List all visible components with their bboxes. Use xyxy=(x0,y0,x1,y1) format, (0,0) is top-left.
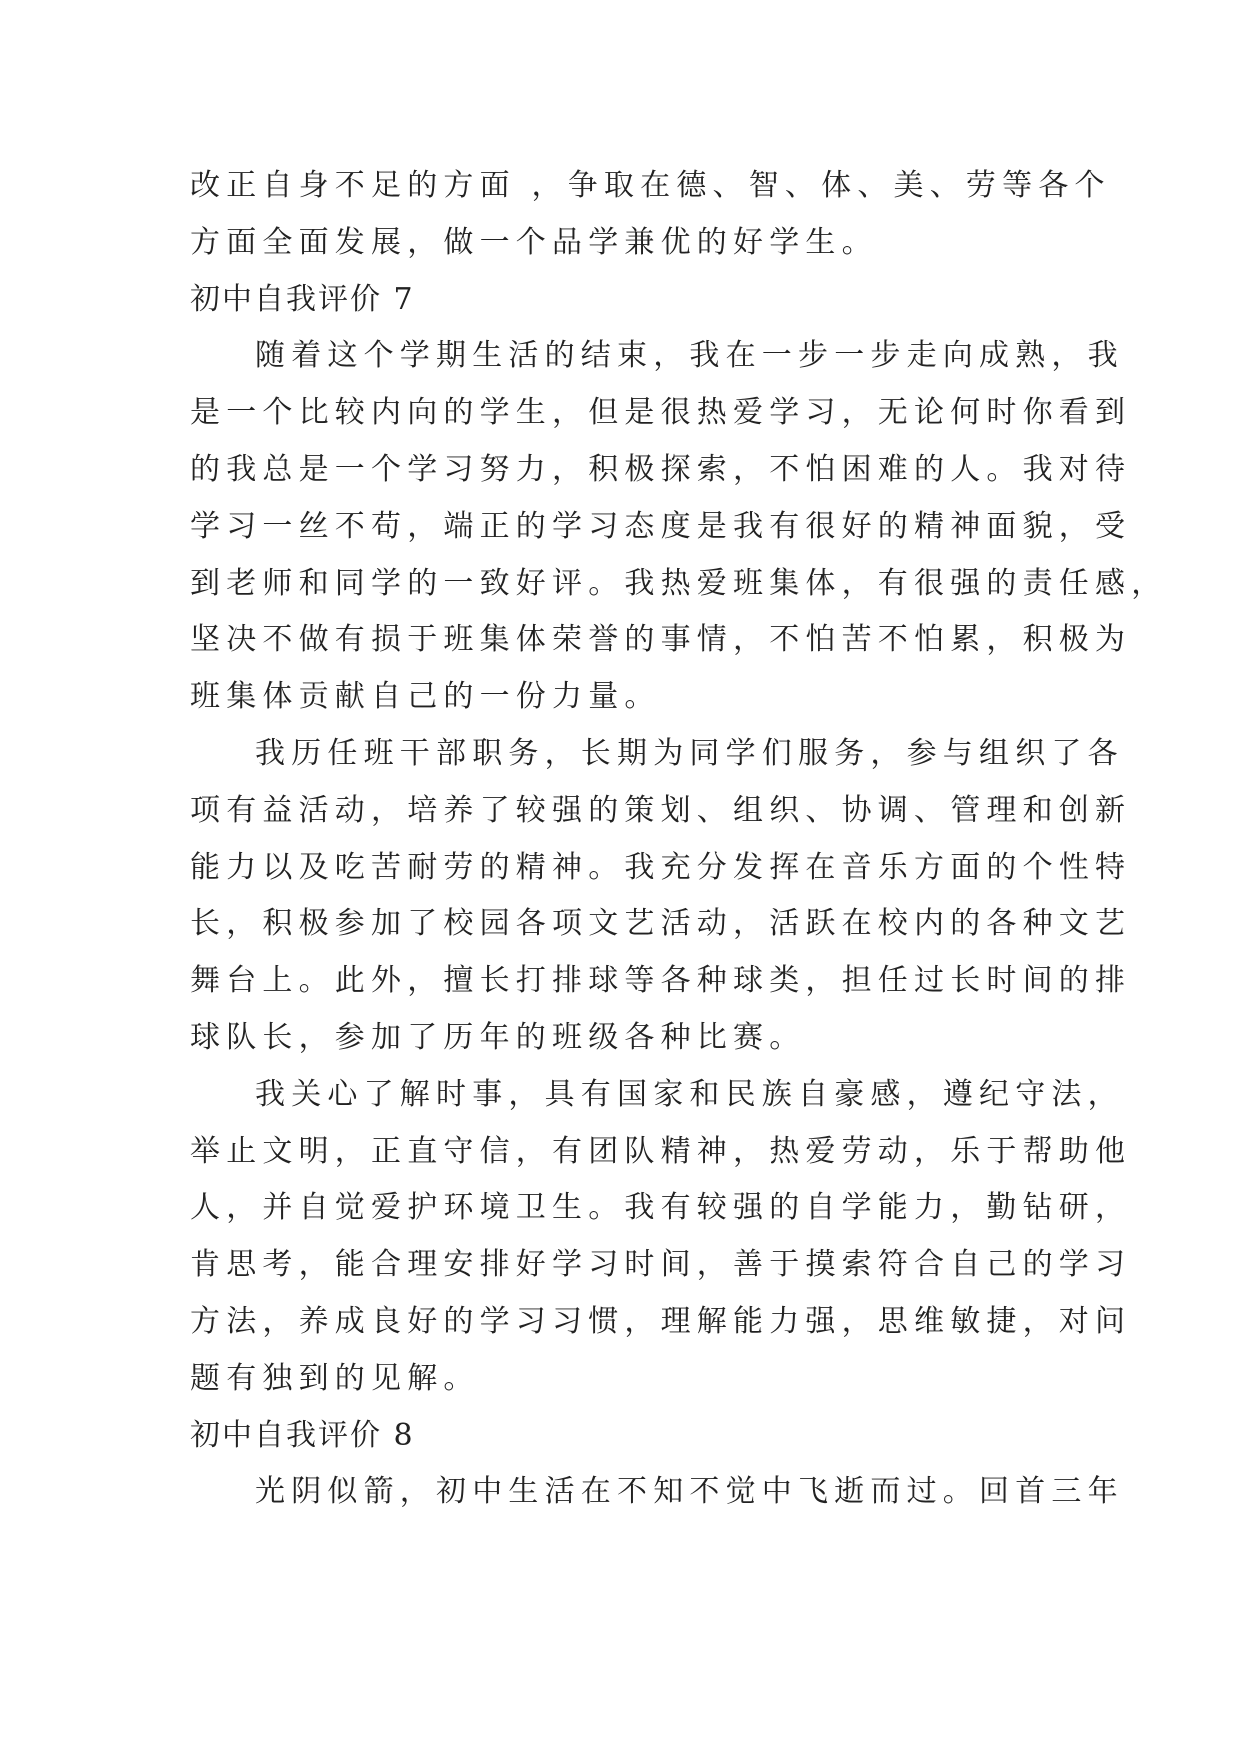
paragraph-line: 学习一丝不苟，端正的学习态度是我有很好的精神面貌，受 xyxy=(190,508,1132,544)
paragraph-line: 方面全面发展，做一个品学兼优的好学生。 xyxy=(190,224,878,260)
paragraph-line: 人，并自觉爱护环境卫生。我有较强的自学能力，勤钻研， xyxy=(190,1190,1132,1226)
paragraph-line: 改正自身不足的方面 ，争取在德、智、体、美、劳等各个 xyxy=(190,168,1111,203)
paragraph-line: 班集体贡献自己的一份力量。 xyxy=(190,679,661,715)
paragraph-line: 长，积极参加了校园各项文艺活动，活跃在校内的各种文艺 xyxy=(190,906,1132,942)
paragraph-line: 我关心了解时事，具有国家和民族自豪感，遵纪守法， xyxy=(255,1076,1124,1112)
paragraph-line: 题有独到的见解。 xyxy=(190,1360,480,1396)
paragraph-line: 光阴似箭，初中生活在不知不觉中飞逝而过。回首三年 xyxy=(255,1474,1124,1510)
paragraph-line: 坚决不做有损于班集体荣誉的事情，不怕苦不怕累，积极为 xyxy=(190,622,1132,658)
paragraph-line: 的我总是一个学习努力，积极探索，不怕困难的人。我对待 xyxy=(190,451,1132,487)
paragraph-line: 是一个比较内向的学生，但是很热爱学习，无论何时你看到 xyxy=(190,395,1132,431)
paragraph-line: 项有益活动，培养了较强的策划、组织、协调、管理和创新 xyxy=(190,792,1132,828)
paragraph-line: 肯思考，能合理安排好学习时间，善于摸索符合自己的学习 xyxy=(190,1247,1132,1283)
paragraph-line: 能力以及吃苦耐劳的精神。我充分发挥在音乐方面的个性特 xyxy=(190,849,1132,885)
paragraph-line: 舞台上。此外，擅长打排球等各种球类，担任过长时间的排 xyxy=(190,963,1132,999)
paragraph-line: 球队长，参加了历年的班级各种比赛。 xyxy=(190,1019,806,1055)
paragraph-line: 举止文明，正直守信，有团队精神，热爱劳动，乐于帮助他 xyxy=(190,1133,1132,1169)
document-body xyxy=(190,158,1168,1521)
section-heading: 初中自我评价 7 xyxy=(190,281,415,317)
paragraph-line: 我历任班干部职务，长期为同学们服务，参与组织了各 xyxy=(255,735,1124,771)
paragraph-line: 方法，养成良好的学习习惯，理解能力强，思维敏捷，对问 xyxy=(190,1303,1132,1339)
paragraph-line: 随着这个学期生活的结束，我在一步一步走向成熟，我 xyxy=(255,338,1124,374)
paragraph-line: 到老师和同学的一致好评。我热爱班集体，有很强的责任感， xyxy=(190,565,1168,601)
section-heading: 初中自我评价 8 xyxy=(190,1417,415,1453)
